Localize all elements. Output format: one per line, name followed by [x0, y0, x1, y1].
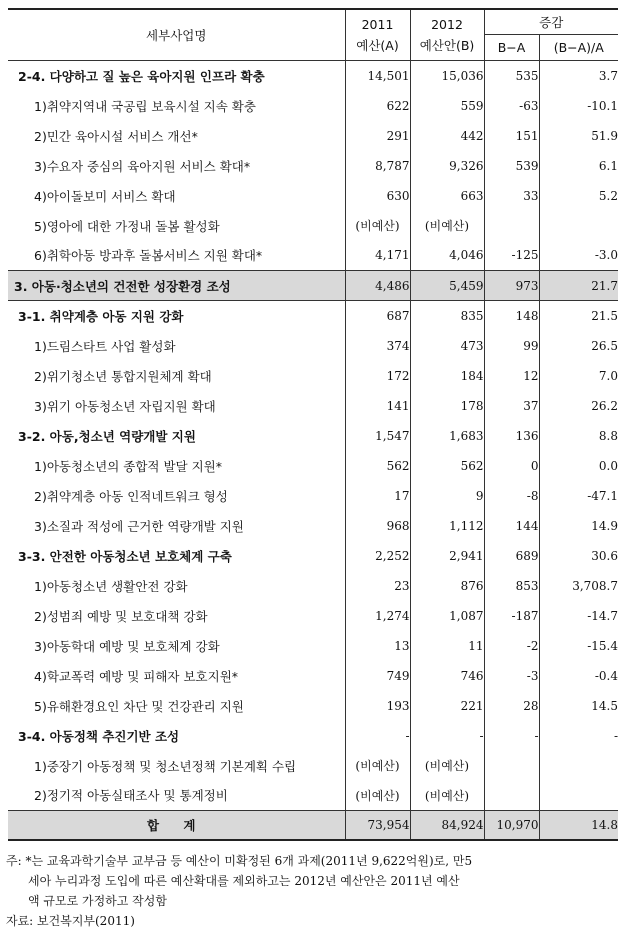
cell-2012: 184 [410, 361, 484, 391]
cell-rate [539, 211, 618, 241]
row-name: 2)위기청소년 통합지원체계 확대 [8, 361, 345, 391]
row-name: 5)유해환경요인 차단 및 건강관리 지원 [8, 691, 345, 721]
header-change-rate: (B−A)/A [539, 35, 618, 61]
row-name: 1)취약지역내 국공립 보육시설 지속 확충 [8, 91, 345, 121]
cell-diff: 853 [484, 571, 539, 601]
cell-diff: 539 [484, 151, 539, 181]
budget-table [8, 8, 618, 841]
cell-diff: -3 [484, 661, 539, 691]
cell-2011: 374 [345, 331, 410, 361]
cell-rate: 3.7 [598, 68, 618, 83]
cell-2012: 562 [410, 451, 484, 481]
cell-rate: -15.4 [587, 638, 618, 653]
cell-2012: 442 [410, 121, 484, 151]
cell-diff: 689 [484, 541, 539, 571]
cell-2011: 172 [345, 361, 410, 391]
cell-rate: 21.7 [539, 271, 618, 301]
cell-diff [484, 751, 539, 781]
cell-diff: -63 [484, 91, 539, 121]
cell-2012: 835 [410, 301, 484, 331]
table-row-total [8, 811, 618, 841]
row-name: 3)수요자 중심의 육아지원 서비스 확대* [8, 151, 345, 181]
cell-2012: 663 [410, 181, 484, 211]
header-2011-budget [345, 9, 410, 61]
header-name-column: 세부사업명 [8, 9, 345, 61]
cell-2012: (비예산) [410, 211, 484, 241]
table-row [8, 151, 618, 181]
cell-2012: 221 [410, 691, 484, 721]
row-name: 1)아동청소년의 종합적 발달 지원* [8, 451, 345, 481]
row-name: 3-3. 안전한 아동청소년 보호체계 구축 [8, 541, 345, 571]
table-row [8, 361, 618, 391]
table-row [8, 391, 618, 421]
cell-2011: 8,787 [345, 151, 410, 181]
total-2011: 73,954 [345, 811, 410, 841]
cell-2011: 749 [345, 661, 410, 691]
cell-diff: -2 [484, 631, 539, 661]
cell-diff: 28 [484, 691, 539, 721]
header-2012-budget [410, 9, 484, 61]
cell-diff: 33 [484, 181, 539, 211]
row-name: 1)아동청소년 생활안전 강화 [8, 571, 345, 601]
cell-2011: (비예산) [345, 751, 410, 781]
table-row [8, 571, 618, 601]
table-row [8, 541, 618, 571]
total-rate: 14.8 [539, 811, 618, 841]
row-name: 2-4. 다양하고 질 높은 육아지원 인프라 확충 [8, 61, 345, 91]
cell-rate: - [613, 728, 618, 743]
cell-rate: -14.7 [587, 608, 618, 623]
row-name: 4)학교폭력 예방 및 피해자 보호지원* [8, 661, 345, 691]
cell-diff: 144 [484, 511, 539, 541]
row-name: 3-2. 아동,청소년 역량개발 지원 [8, 421, 345, 451]
table-row [8, 691, 618, 721]
total-2012: 84,924 [410, 811, 484, 841]
table-row [8, 631, 618, 661]
total-label: 합 계 [8, 811, 345, 841]
cell-2011: 13 [345, 631, 410, 661]
cell-2012: 1,087 [410, 601, 484, 631]
table-row [8, 661, 618, 691]
cell-diff: 99 [484, 331, 539, 361]
cell-diff: - [484, 721, 539, 751]
table-body [8, 61, 618, 841]
cell-diff: -125 [484, 241, 539, 271]
table-row [8, 601, 618, 631]
cell-2011: 687 [345, 301, 410, 331]
table-row [8, 91, 618, 121]
cell-rate: 21.5 [539, 301, 618, 331]
table-row [8, 301, 618, 331]
header-change-diff: B−A [484, 35, 539, 61]
cell-rate: 26.2 [591, 398, 618, 413]
cell-diff: 136 [484, 421, 539, 451]
cell-diff: 12 [484, 361, 539, 391]
cell-diff: 973 [484, 271, 539, 301]
header-2011-label: 예산(A) [356, 38, 399, 53]
table-row [8, 721, 618, 751]
row-name: 2)민간 육아시설 서비스 개선* [8, 121, 345, 151]
cell-2011: 1,547 [345, 421, 410, 451]
cell-2011: 2,252 [345, 541, 410, 571]
cell-2012: 178 [410, 391, 484, 421]
cell-2012: 15,036 [410, 61, 484, 91]
cell-2011: 622 [345, 91, 410, 121]
cell-2011: 4,171 [345, 241, 410, 271]
cell-rate: 51.9 [591, 128, 618, 143]
cell-2012: 4,046 [410, 241, 484, 271]
cell-diff: -8 [484, 481, 539, 511]
note-line-1: 주: *는 교육과학기술부 교부금 등 예산이 미확정된 6개 과제(2011년 9,622억원)로, 만5 [6, 854, 473, 868]
table-row [8, 121, 618, 151]
cell-diff [484, 781, 539, 811]
cell-2012: 473 [410, 331, 484, 361]
row-name: 3)아동학대 예방 및 보호체계 강화 [8, 631, 345, 661]
row-name: 6)취학아동 방과후 돌봄서비스 지원 확대* [8, 241, 345, 271]
cell-2012: 2,941 [410, 541, 484, 571]
cell-2011: 17 [345, 481, 410, 511]
cell-2012: 9 [410, 481, 484, 511]
cell-2012: (비예산) [410, 751, 484, 781]
cell-diff: -187 [484, 601, 539, 631]
cell-rate: -47.1 [587, 488, 618, 503]
cell-2012: - [410, 721, 484, 751]
cell-rate: 14.9 [591, 518, 618, 533]
note-line-2: 세아 누리과정 도입에 따른 예산확대를 제외하고는 2012년 예산안은 2011년 예산 [28, 874, 460, 888]
note-line-3: 액 규모로 가정하고 작성함 [28, 894, 167, 908]
cell-rate: 30.6 [591, 548, 618, 563]
cell-2011: 23 [345, 571, 410, 601]
row-name: 3-1. 취약계층 아동 지원 강화 [8, 301, 345, 331]
cell-diff: 148 [484, 301, 539, 331]
row-name: 2)취약계층 아동 인적네트워크 형성 [8, 481, 345, 511]
cell-rate: 0.0 [598, 458, 618, 473]
cell-2011: 14,501 [345, 61, 410, 91]
cell-2011: 562 [345, 451, 410, 481]
cell-2012: 9,326 [410, 151, 484, 181]
cell-diff: 0 [484, 451, 539, 481]
cell-rate: 8.8 [598, 428, 618, 443]
source-line: 자료: 보건복지부(2011) [6, 914, 135, 928]
cell-2011: 291 [345, 121, 410, 151]
header-change-group: 증감 [484, 9, 618, 35]
row-name: 2)정기적 아동실태조사 및 통계정비 [8, 781, 345, 811]
table-row [8, 331, 618, 361]
cell-rate: -0.4 [594, 668, 618, 683]
cell-2011: 193 [345, 691, 410, 721]
cell-2012: 5,459 [410, 271, 484, 301]
cell-2012: 746 [410, 661, 484, 691]
row-name: 3. 아동·청소년의 건전한 성장환경 조성 [8, 271, 345, 301]
row-name: 5)영아에 대한 가정내 돌봄 활성화 [8, 211, 345, 241]
cell-rate: 5.2 [598, 188, 618, 203]
table-row [8, 451, 618, 481]
cell-rate: 26.5 [591, 338, 618, 353]
header-2012-label: 예산안(B) [419, 38, 475, 53]
row-name: 1)중장기 아동정책 및 청소년정책 기본계획 수립 [8, 751, 345, 781]
row-name: 1)드림스타트 사업 활성화 [8, 331, 345, 361]
cell-2012: 1,683 [410, 421, 484, 451]
cell-rate: 14.5 [591, 698, 618, 713]
cell-2012: 876 [410, 571, 484, 601]
row-name: 2)성범죄 예방 및 보호대책 강화 [8, 601, 345, 631]
cell-2012: 1,112 [410, 511, 484, 541]
table-row [8, 61, 618, 91]
cell-2011: 141 [345, 391, 410, 421]
table-row [8, 241, 618, 271]
row-name: 3)위기 아동청소년 자립지원 확대 [8, 391, 345, 421]
cell-2011: (비예산) [345, 781, 410, 811]
cell-2012: (비예산) [410, 781, 484, 811]
cell-rate [539, 751, 618, 781]
table-row-main-category [8, 271, 618, 301]
table-row [8, 511, 618, 541]
cell-2011: - [345, 721, 410, 751]
header-2012-year: 2012 [431, 17, 463, 32]
cell-diff [484, 211, 539, 241]
row-name: 3-4. 아동정책 추진기반 조성 [8, 721, 345, 751]
table-row [8, 421, 618, 451]
cell-2012: 559 [410, 91, 484, 121]
cell-diff: 535 [484, 61, 539, 91]
cell-diff: 37 [484, 391, 539, 421]
cell-2011: 1,274 [345, 601, 410, 631]
cell-2011: 630 [345, 181, 410, 211]
total-diff: 10,970 [484, 811, 539, 841]
cell-rate: 7.0 [598, 368, 618, 383]
cell-rate [539, 781, 618, 811]
header-2011-year: 2011 [361, 17, 394, 32]
table-row [8, 481, 618, 511]
cell-2011: 968 [345, 511, 410, 541]
table-row [8, 211, 618, 241]
cell-diff: 151 [484, 121, 539, 151]
table-row [8, 181, 618, 211]
table-notes [6, 851, 618, 931]
cell-rate: 6.1 [598, 158, 618, 173]
cell-rate: -10.1 [587, 98, 618, 113]
cell-2011: (비예산) [345, 211, 410, 241]
cell-2012: 11 [410, 631, 484, 661]
cell-2011: 4,486 [345, 271, 410, 301]
cell-rate: -3.0 [594, 248, 618, 263]
row-name: 3)소질과 적성에 근거한 역량개발 지원 [8, 511, 345, 541]
table-row [8, 781, 618, 811]
row-name: 4)아이돌보미 서비스 확대 [8, 181, 345, 211]
table-row [8, 751, 618, 781]
cell-rate: 3,708.7 [572, 578, 618, 593]
